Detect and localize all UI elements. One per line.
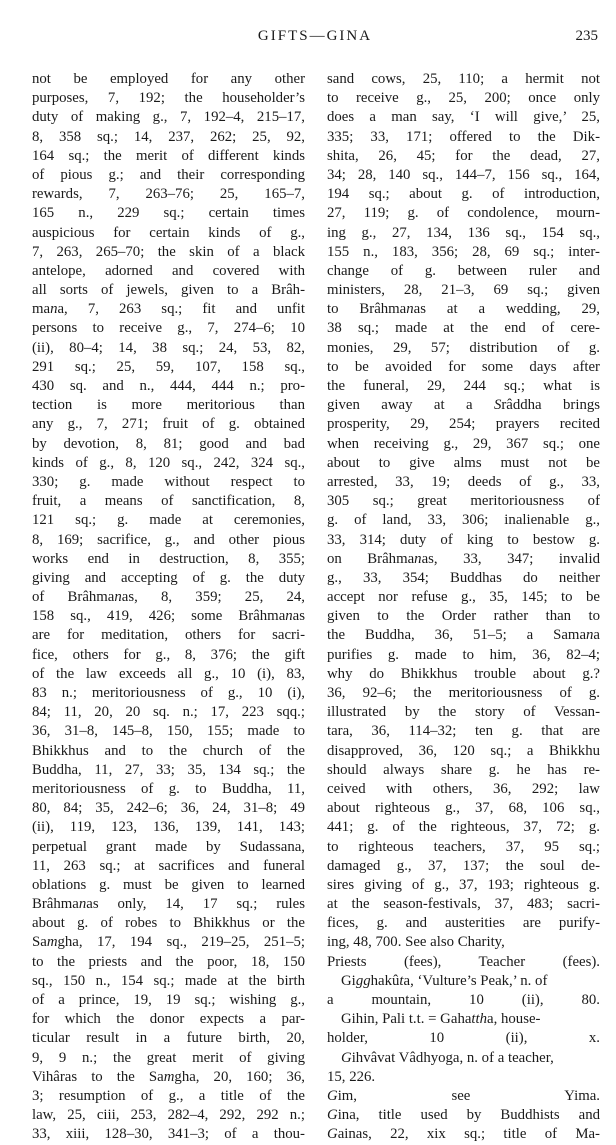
index-line: disapproved, 36, 120 sq.; a Bhikkhu (327, 742, 600, 759)
index-line: about righteous g., 37, 68, 106 sq., (327, 800, 600, 817)
index-line: 155 n., 183, 356; 28, 69 sq.; inter- (327, 243, 600, 260)
index-line: meritoriousness of g. to Buddha, 11, (32, 780, 305, 797)
index-line: 7, 263, 265–70; the skin of a black (32, 243, 305, 260)
index-line: at the season-festivals, 37, 483; sacri- (327, 896, 600, 913)
index-line: given to the Order rather than to (327, 608, 600, 625)
index-line: to be avoided for some days after (327, 358, 600, 375)
index-line: Buddha, 11, 27, 33; 35, 134 sq.; the (32, 761, 305, 778)
index-line: (ii), 119, 123, 136, 139, 141, 143; (32, 819, 305, 836)
index-line: tection is more meritorious than (32, 397, 305, 414)
index-line: illustrated by the story of Vessan- (327, 704, 600, 721)
index-line: 164 sq.; the merit of different kinds (32, 147, 305, 164)
index-line: when receiving g., 29, 367 sq.; one (327, 435, 600, 452)
index-line: 165 n., 229 sq.; certain times (32, 205, 305, 222)
index-line: 121 sq.; g. made at ceremonies, (32, 512, 305, 529)
index-line: purposes, 7, 192; the householder’s (32, 90, 305, 107)
index-line: Priests (fees), Teacher (fees). (327, 953, 600, 970)
index-line: ceived with others, 36, 292; law (327, 780, 600, 797)
index-line: for which the donor expects a par- (32, 1011, 305, 1028)
index-line: about g. of robes to Bhikkhus or the (32, 915, 305, 932)
index-line: damaged g., 37, 137; the soul de- (327, 857, 600, 874)
index-line: 8, 358 sq.; 14, 237, 262; 25, 92, (32, 128, 305, 145)
index-line: any g., 7, 271; fruit of g. obtained (32, 416, 305, 433)
index-line: mana, 7, 263 sq.; fit and unfit (32, 301, 305, 318)
index-line: 291 sq.; 25, 59, 107, 158 sq., (32, 358, 305, 375)
index-line: duty of making g., 7, 192–4, 215–17, (32, 109, 305, 126)
index-line: the funeral, 29, 244 sq.; what is (327, 378, 600, 394)
index-line: 36, 92–6; the meritoriousness of g. (327, 685, 600, 701)
index-line: Gim, see Yima. (327, 1087, 600, 1104)
index-line: (ii), 80–4; 14, 38 sq.; 24, 53, 82, (32, 339, 305, 356)
index-line: Vihâras to the Samgha, 20, 160; 36, (32, 1068, 305, 1085)
index-line: of the law exceeds all g., 10 (i), 83, (32, 665, 305, 682)
index-line: 330; g. made without respect to (32, 473, 305, 490)
index-line: g. of land, 33, 306; inalienable g., (327, 512, 600, 529)
index-line: Bhikkhus and to the church of the (32, 742, 305, 759)
index-line: fice, others for g., 8, 376; the gift (32, 646, 305, 663)
index-line: 27, 119; g. of condolence, mourn- (327, 205, 600, 222)
index-line: the Buddha, 36, 51–5; a Samana (327, 627, 600, 644)
index-line: 305 sq.; great meritoriousness of (327, 493, 600, 510)
index-line: 34; 28, 140 sq., 144–7, 156 sq., 164, (327, 166, 600, 183)
index-line: to the priests and the poor, 18, 150 (32, 953, 305, 970)
index-line: monies, 29, 57; distribution of g. (327, 339, 600, 356)
index-line: 9, 9 n.; the great merit of giving (32, 1049, 305, 1066)
index-line: given away at a Srâddha brings (327, 397, 600, 414)
index-line: rewards, 7, 263–76; 25, 165–7, (32, 186, 305, 203)
index-line: oblations g. must be given to learned (32, 876, 305, 893)
index-line: Gina, title used by Buddhists and (327, 1107, 600, 1124)
index-line: 36, 31–8, 145–8, 150, 155; made to (32, 723, 305, 740)
index-line: fices, g. and austerities are purify- (327, 915, 600, 932)
index-line: a mountain, 10 (ii), 80. (327, 992, 600, 1008)
index-line: accept nor refuse g., 35, 145; to be (327, 589, 600, 606)
index-line: to Brâhmanas at a wedding, 29, (327, 301, 600, 318)
index-line: about to give alms must not be (327, 454, 600, 471)
index-line: should always share g. he has re- (327, 761, 600, 778)
index-line: holder, 10 (ii), x. (327, 1030, 600, 1047)
index-line: fruit, a means of sanctification, 8, (32, 493, 305, 510)
index-line: ing, 48, 700. See also Charity, (327, 934, 505, 951)
index-line: purifies g. made to him, 36, 82–4; (327, 646, 600, 663)
index-line: 11, 263 sq.; at sacrifices and funeral (32, 857, 305, 874)
index-line: prosperity, 29, 254; prayers recited (327, 416, 600, 433)
index-line: 15, 226. (327, 1068, 376, 1085)
index-line: to receive g., 25, 200; once only (327, 90, 600, 107)
index-line: Gihin, Pali t.t. = Gahattha, house- (341, 1011, 541, 1028)
left-column (32, 70, 305, 1145)
index-line: antelope, adorned and covered with (32, 262, 305, 279)
running-head: GIFTS—GINA (257, 28, 373, 44)
index-line: to righteous teachers, 37, 95 sq.; (327, 838, 600, 855)
index-line: sires giving of g., 37, 193; righteous g. (327, 876, 600, 893)
index-line: by devotion, 8, 81; good and bad (32, 435, 305, 452)
index-line: 194 sq.; about g. of introduction, (327, 186, 600, 203)
index-line: law, 25, ciii, 253, 282–4, 292, 292 n.; (32, 1107, 305, 1124)
index-line: does a man say, ‘I will give,’ 25, (327, 109, 600, 126)
index-line: sand cows, 25, 110; a hermit not (327, 71, 600, 87)
index-line: works end in destruction, 8, 355; (32, 550, 305, 567)
index-line: 335; 33, 171; offered to the Dik- (327, 128, 600, 145)
index-line: on Brâhmanas, 33, 347; invalid (327, 550, 600, 567)
index-line: giving and accepting of g. the duty (32, 569, 305, 586)
index-line: persons to receive g., 7, 274–6; 10 (32, 320, 305, 337)
index-line: sq., 150 n., 154 sq.; made at the birth (32, 972, 305, 989)
index-line: Brâhmanas only, 14, 17 sq.; rules (32, 896, 305, 913)
index-line: why do Bhikkhus trouble about g.? (327, 665, 600, 682)
index-line: kinds of g., 8, 120 sq., 242, 324 sq., (32, 454, 305, 471)
index-line: are for meditation, others for sacri- (32, 627, 305, 644)
index-line: 430 sq. and n., 444, 444 n.; pro- (32, 378, 305, 394)
right-column (327, 70, 600, 1145)
index-line: all sorts of jewels, given to a Brâh- (32, 282, 305, 299)
index-line: 441; g. of the righteous, 37, 72; g. (327, 819, 600, 836)
index-line: 3; resumption of g., a title of the (32, 1087, 305, 1104)
index-line: Samgha, 17, 194 sq., 219–25, 251–5; (32, 934, 305, 951)
index-line: Gainas, 22, xix sq.; title of Ma- (327, 1126, 600, 1143)
index-line: auspicious for certain kinds of g., (32, 224, 305, 241)
index-line: ing g., 27, 134, 136 sq., 154 sq., (327, 224, 600, 241)
index-line: 80, 84; 35, 242–6; 36, 24, 31–8; 49 (32, 800, 305, 817)
index-line: ticular result in a future birth, 20, (32, 1030, 305, 1047)
index-line: of Brâhmanas, 8, 359; 25, 24, (32, 589, 305, 606)
index-line: 38 sq.; made at the end of cere- (327, 320, 600, 337)
index-line: of pious g.; and their corresponding (32, 166, 305, 183)
index-line: perpetual grant made by Sudassana, (32, 838, 305, 855)
index-line: shita, 26, 45; for the dead, 27, (327, 147, 600, 164)
index-line: Gigghakûta, ‘Vulture’s Peak,’ n. of (341, 972, 548, 989)
index-line: 8, 169; sacrifice, g., and other pious (32, 531, 305, 548)
index-line: 83 n.; meritoriousness of g., 10 (i), (32, 685, 305, 701)
index-line: g., 33, 354; Buddhas do neither (327, 569, 600, 586)
index-line: 33, 314; duty of king to bestow g. (327, 531, 600, 548)
index-line: tara, 36, 114–32; ten g. that are (327, 723, 600, 740)
index-line: 84; 11, 20, 20 sq. n.; 17, 223 sqq.; (32, 704, 305, 721)
index-line: arrested, 33, 19; deeds of g., 33, (327, 473, 600, 490)
index-line: change of g. between ruler and (327, 262, 600, 279)
index-line: 33, xiii, 128–30, 341–3; of a thou- (32, 1126, 305, 1143)
index-line: of a prince, 19, 19 sq.; wishing g., (32, 992, 305, 1008)
index-line: 158 sq., 419, 426; some Brâhmanas (32, 608, 305, 625)
page-number: 235 (575, 28, 598, 44)
index-line: not be employed for any other (32, 71, 305, 87)
index-line: Gihvâvat Vâdhyoga, n. of a teacher, (341, 1049, 554, 1066)
page-header (32, 28, 598, 50)
index-line: ministers, 28, 21–3, 69 sq.; given (327, 282, 600, 299)
